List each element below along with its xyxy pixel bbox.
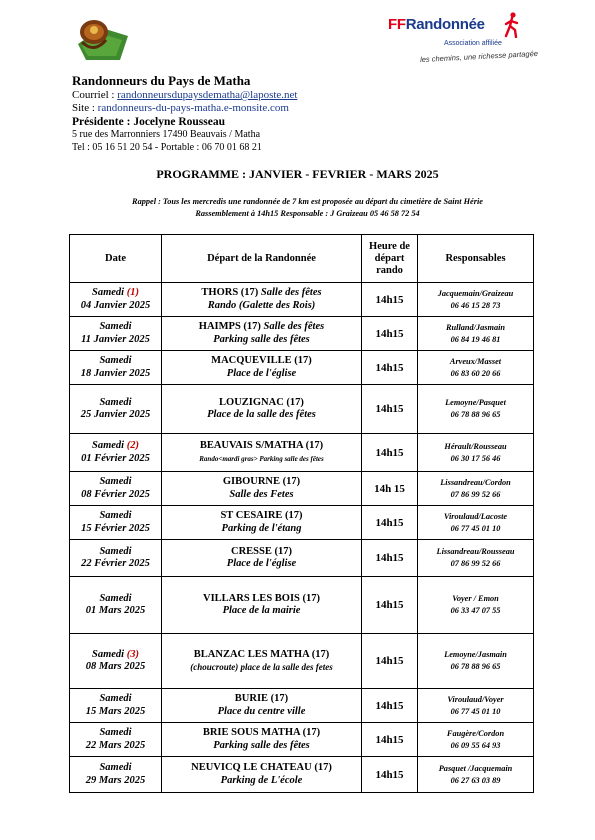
hour-cell: 14h15 bbox=[362, 351, 418, 385]
responsables-cell: Jacquemain/Graizeau 06 46 15 28 73 bbox=[418, 283, 534, 317]
responsables-cell: Lemoyne/Pasquet 06 78 88 96 65 bbox=[418, 385, 534, 434]
date-cell: Samedi 22 Février 2025 bbox=[70, 540, 162, 577]
responsables-cell: Lissandreau/Cordon 07 86 99 52 66 bbox=[418, 472, 534, 506]
departure-cell: NEUVICQ LE CHATEAU (17) Parking de L'école bbox=[162, 757, 362, 793]
ffrandonnee-logo bbox=[388, 14, 539, 74]
hour-cell: 14h15 bbox=[362, 283, 418, 317]
date-cell: Samedi 25 Janvier 2025 bbox=[70, 385, 162, 434]
departure-cell: CRESSE (17) Place de l'église bbox=[162, 540, 362, 577]
ffr-subtitle: Association affiliée bbox=[444, 40, 502, 47]
table-row bbox=[70, 540, 534, 577]
date-cell: Samedi 01 Mars 2025 bbox=[70, 577, 162, 634]
hour-cell: 14h 15 bbox=[362, 472, 418, 506]
departure-cell: BLANZAC LES MATHA (17) (choucroute) place de la salle des fetes bbox=[162, 634, 362, 689]
hour-cell: 14h15 bbox=[362, 577, 418, 634]
hour-cell: 14h15 bbox=[362, 757, 418, 793]
departure-cell: VILLARS LES BOIS (17) Place de la mairie bbox=[162, 577, 362, 634]
table-row bbox=[70, 283, 534, 317]
table-row bbox=[70, 757, 534, 793]
club-header bbox=[72, 73, 298, 154]
program-title: PROGRAMME : JANVIER - FEVRIER - MARS 2025 bbox=[156, 167, 439, 181]
responsables-cell: Arveux/Masset 06 83 60 20 66 bbox=[418, 351, 534, 385]
date-cell: Samedi (1) 04 Janvier 2025 bbox=[70, 283, 162, 317]
hiker-icon bbox=[504, 12, 520, 38]
program-table bbox=[69, 234, 534, 793]
table-row bbox=[70, 317, 534, 351]
header-departure: Départ de la Randonnée bbox=[162, 235, 362, 283]
departure-cell: THORS (17) Salle des fêtes Rando (Galette des Rois) bbox=[162, 283, 362, 317]
responsables-cell: Hérault/Rousseau 06 30 17 56 46 bbox=[418, 434, 534, 472]
header-hour: Heure de départ rando bbox=[362, 235, 418, 283]
table-row bbox=[70, 351, 534, 385]
header-responsables: Responsables bbox=[418, 235, 534, 283]
hour-cell: 14h15 bbox=[362, 723, 418, 757]
table-header-row bbox=[70, 235, 534, 283]
responsables-cell: Lissandreau/Rousseau 07 86 99 52 66 bbox=[418, 540, 534, 577]
header-date: Date bbox=[70, 235, 162, 283]
email-line: Courriel : randonneursdupaysdematha@laposte.net bbox=[72, 89, 298, 101]
hour-cell: 14h15 bbox=[362, 434, 418, 472]
date-cell: Samedi 15 Mars 2025 bbox=[70, 689, 162, 723]
departure-cell: LOUZIGNAC (17) Place de la salle des fêtes bbox=[162, 385, 362, 434]
address: 5 rue des Marronniers 17490 Beauvais / Matha bbox=[72, 129, 261, 141]
departure-cell: BRIE SOUS MATHA (17) Parking salle des fêtes bbox=[162, 723, 362, 757]
rappel-note: Rappel : Tous les mercredis une randonnée de 7 km est proposée au départ du cimetière de Saint Hérie Rassemblement à 14h15 Responsable : J Graizeau 05 46 58 72 54 bbox=[132, 197, 483, 218]
date-cell: Samedi 22 Mars 2025 bbox=[70, 723, 162, 757]
departure-cell: GIBOURNE (17) Salle des Fetes bbox=[162, 472, 362, 506]
departure-cell: HAIMPS (17) Salle des fêtes Parking salle des fêtes bbox=[162, 317, 362, 351]
table-row bbox=[70, 723, 534, 757]
table-row bbox=[70, 577, 534, 634]
hour-cell: 14h15 bbox=[362, 634, 418, 689]
responsables-cell: Voyer / Emon 06 33 47 07 55 bbox=[418, 577, 534, 634]
table-row bbox=[70, 472, 534, 506]
departure-cell: ST CESAIRE (17) Parking de l'étang bbox=[162, 506, 362, 540]
hour-cell: 14h15 bbox=[362, 385, 418, 434]
hour-cell: 14h15 bbox=[362, 540, 418, 577]
responsables-cell: Rulland/Jasmain 06 84 19 46 81 bbox=[418, 317, 534, 351]
site-link[interactable]: randonneurs-du-pays-matha.e-monsite.com bbox=[97, 102, 289, 115]
departure-cell: MACQUEVILLE (17) Place de l'église bbox=[162, 351, 362, 385]
site-line: Site : randonneurs-du-pays-matha.e-monsite.com bbox=[72, 102, 289, 115]
date-cell: Samedi 29 Mars 2025 bbox=[70, 757, 162, 793]
date-cell: Samedi 15 Février 2025 bbox=[70, 506, 162, 540]
departure-cell: BEAUVAIS S/MATHA (17) Rando<mardi gras> Parking salle des fêtes bbox=[162, 434, 362, 472]
ffr-tagline: les chemins, une richesse partagée bbox=[419, 48, 539, 65]
responsables-cell: Viroulaud/Voyer 06 77 45 01 10 bbox=[418, 689, 534, 723]
table-row bbox=[70, 689, 534, 723]
table-row bbox=[70, 634, 534, 689]
club-name: Randonneurs du Pays de Matha bbox=[72, 73, 251, 88]
email-link[interactable]: randonneursdupaysdematha@laposte.net bbox=[117, 89, 298, 101]
hour-cell: 14h15 bbox=[362, 506, 418, 540]
date-cell: Samedi (2) 01 Février 2025 bbox=[70, 434, 162, 472]
table-row bbox=[70, 506, 534, 540]
club-logo bbox=[72, 14, 130, 64]
table-row bbox=[70, 434, 534, 472]
responsables-cell: Faugère/Cordon 06 09 55 64 93 bbox=[418, 723, 534, 757]
ffr-brand: FFRandonnée bbox=[388, 16, 485, 33]
hour-cell: 14h15 bbox=[362, 689, 418, 723]
date-cell: Samedi (3) 08 Mars 2025 bbox=[70, 634, 162, 689]
table-row bbox=[70, 385, 534, 434]
responsables-cell: Viroulaud/Lacoste 06 77 45 01 10 bbox=[418, 506, 534, 540]
responsables-cell: Lemoyne/Jasmain 06 78 88 96 65 bbox=[418, 634, 534, 689]
responsables-cell: Pasquet /Jacquemain 06 27 63 03 89 bbox=[418, 757, 534, 793]
date-cell: Samedi 08 Février 2025 bbox=[70, 472, 162, 506]
president: Présidente : Jocelyne Rousseau bbox=[72, 115, 225, 128]
date-cell: Samedi 18 Janvier 2025 bbox=[70, 351, 162, 385]
departure-cell: BURIE (17) Place du centre ville bbox=[162, 689, 362, 723]
hour-cell: 14h15 bbox=[362, 317, 418, 351]
phones: Tel : 05 16 51 20 54 - Portable : 06 70 01 68 21 bbox=[72, 141, 262, 153]
date-cell: Samedi 11 Janvier 2025 bbox=[70, 317, 162, 351]
